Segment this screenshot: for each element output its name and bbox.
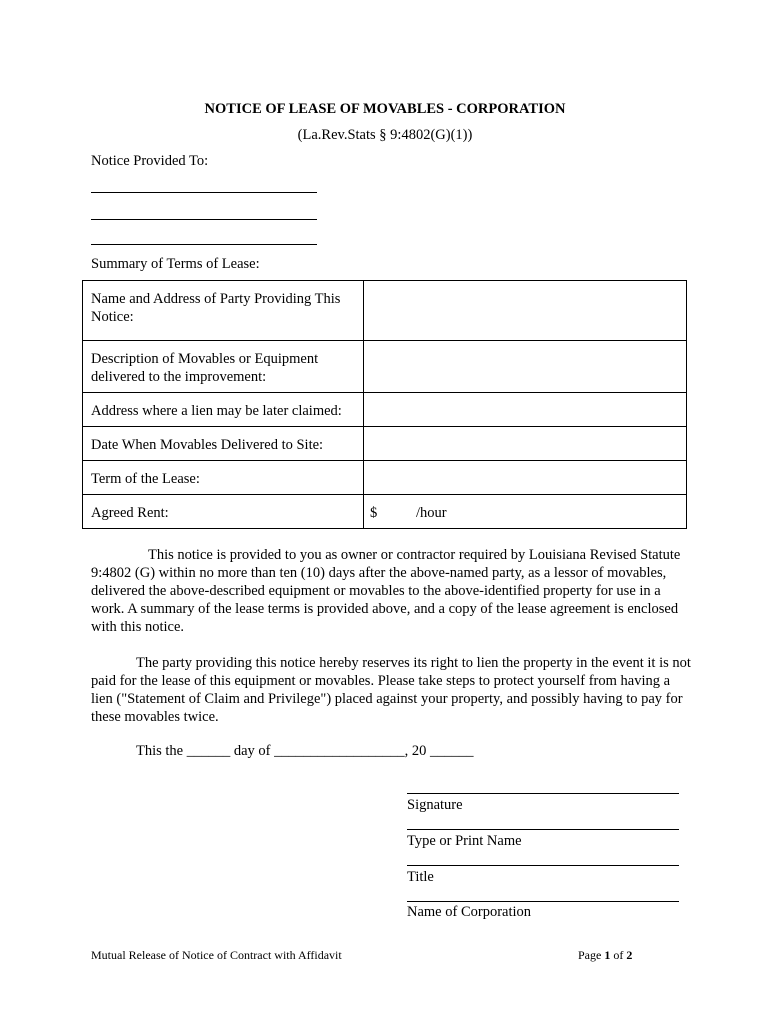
row-value-delivery-date[interactable] — [364, 427, 687, 461]
row-value-lease-term[interactable] — [364, 461, 687, 495]
corporation-name-line[interactable] — [407, 901, 679, 902]
table-row — [83, 281, 687, 341]
recipient-line-3[interactable] — [91, 244, 317, 245]
title-label: Title — [407, 869, 434, 885]
statute-reference: (La.Rev.Stats § 9:4802(G)(1)) — [297, 127, 473, 143]
title-line[interactable] — [407, 865, 679, 866]
notice-provided-to-label: Notice Provided To: — [91, 153, 209, 169]
corporation-name-label: Name of Corporation — [407, 904, 532, 920]
summary-of-terms-label: Summary of Terms of Lease: — [91, 256, 260, 272]
page-prefix: Page — [578, 948, 605, 962]
table-row — [83, 341, 687, 393]
signature-label: Signature — [407, 797, 463, 813]
notice-paragraph-1-text: This notice is provided to you as owner or contractor required by Louisiana Revised Statute 9:4802 (G) within no more than ten (10) days after the above-named party, as a lessor of movables, delivered the above-described equipment or movables to the above-identified property for use in a work. A summary of the lease terms is provided above, and a copy of the lease agreement is enclosed with this notice. — [91, 547, 681, 635]
notice-paragraph-1 — [91, 546, 691, 636]
current-page: 1 — [604, 948, 611, 962]
table-row — [83, 495, 687, 529]
row-label-agreed-rent: Agreed Rent: — [83, 495, 364, 529]
signature-line[interactable] — [407, 793, 679, 794]
total-pages: 2 — [626, 948, 633, 962]
row-label-party: Name and Address of Party Providing This Notice: — [83, 281, 364, 341]
rent-unit: /hour — [416, 505, 447, 521]
row-value-description[interactable] — [364, 341, 687, 393]
rent-dollar-sign: $ — [370, 505, 378, 521]
row-label-description: Description of Movables or Equipment delivered to the improvement: — [83, 341, 364, 393]
document-title: NOTICE OF LEASE OF MOVABLES - CORPORATION — [204, 101, 566, 117]
row-label-lien-address: Address where a lien may be later claimed: — [83, 393, 364, 427]
lease-terms-table — [82, 280, 687, 529]
row-value-lien-address[interactable] — [364, 393, 687, 427]
table-row — [83, 461, 687, 495]
footer-page-number — [578, 948, 632, 963]
recipient-line-1[interactable] — [91, 192, 317, 193]
page-of: of — [610, 948, 627, 962]
date-line[interactable]: This the ______ day of __________________, 20 ______ — [136, 743, 474, 759]
notice-paragraph-2 — [91, 654, 691, 726]
notice-paragraph-2-text: The party providing this notice hereby reserves its right to lien the property in the event it is not paid for the lease of this equipment or movables. Please take steps to protect yourself from having a lien ("Statement of Claim and Privilege") placed against your property, and possibly having to pay for these movables twice. — [91, 655, 691, 725]
footer-document-name: Mutual Release of Notice of Contract with Affidavit — [91, 948, 342, 962]
table-row — [83, 393, 687, 427]
print-name-line[interactable] — [407, 829, 679, 830]
row-label-delivery-date: Date When Movables Delivered to Site: — [83, 427, 364, 461]
table-row — [83, 427, 687, 461]
recipient-line-2[interactable] — [91, 219, 317, 220]
row-value-agreed-rent[interactable] — [364, 495, 687, 529]
row-label-lease-term: Term of the Lease: — [83, 461, 364, 495]
print-name-label: Type or Print Name — [407, 833, 522, 849]
row-value-party[interactable] — [364, 281, 687, 341]
